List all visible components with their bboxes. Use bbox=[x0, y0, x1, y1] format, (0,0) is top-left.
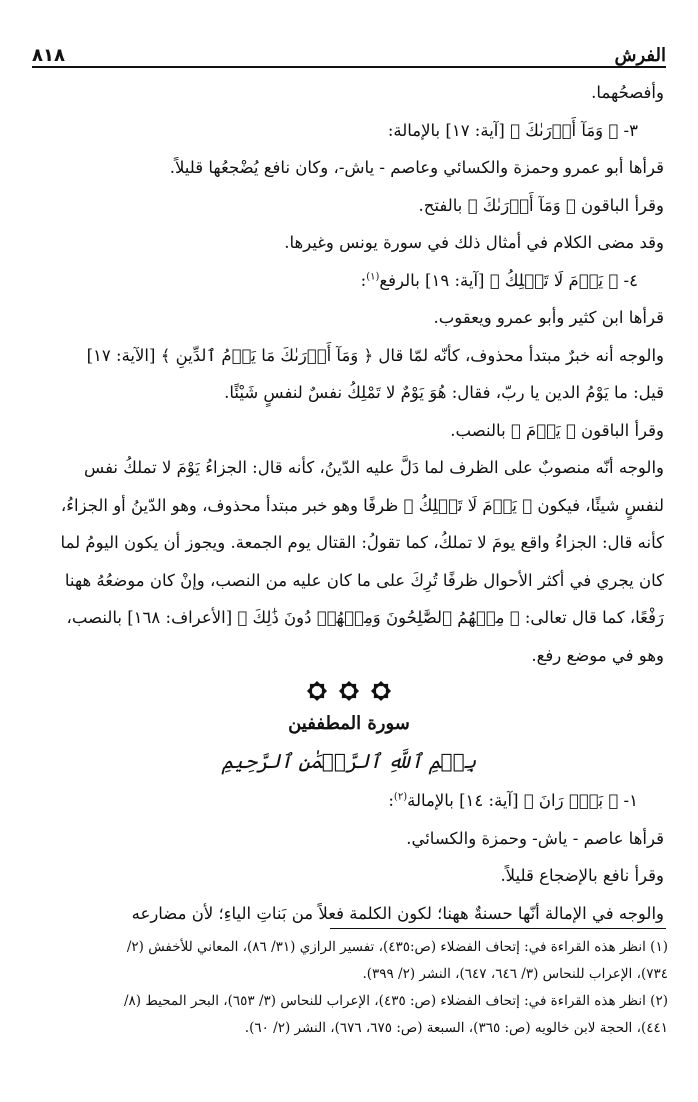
octagram-ornament-icon bbox=[338, 680, 360, 702]
text-line: وأفصحُهما. bbox=[591, 83, 664, 102]
text-line: قرأها أبو عمرو وحمزة والكسائي وعاصم - ياش-، وكان نافع يُضْجعُها قليلاً. bbox=[169, 158, 664, 177]
text-line: ٣- ﴿ وَمَآ أَدۡرَىٰكَ ﴾ [آية: ١٧] بالإمالة: bbox=[387, 120, 638, 140]
text-line: وهو في موضع رفع. bbox=[531, 645, 664, 665]
footnote-ref: (٢) bbox=[393, 791, 408, 803]
footnote-line: ٤٤١)، الحجة لابن خالويه (ص: ٣٦٥)، السبعة (ص: ٦٧٥، ٦٧٦)، النشر (٢/ ٦٠). bbox=[244, 1020, 668, 1036]
footnote-separator bbox=[330, 928, 666, 929]
octagram-ornament-icon bbox=[370, 680, 392, 702]
octagram-ornament-icon bbox=[306, 680, 328, 702]
text-segment: ٤- ﴿ يَوۡمَ لَا تَمۡلِكُ ﴾ [آية: ١٩] بالرفع bbox=[379, 270, 638, 290]
text-segment: ١- ﴿ بَلۡۜ رَانَ ﴾ [آية: ١٤] بالإمالة bbox=[407, 791, 638, 810]
text-line: لنفسٍ شيئًا، فيكون ﴿ يَوۡمَ لَا تَمۡلِكُ ﴾ ظرفًا وهو خبر مبتدأ محذوف، وهو الدّينُ أو الجزاءُ، bbox=[60, 495, 664, 515]
text-line: والوجه أنه خبرٌ مبتدأ محذوف، كأنّه لمّا قال ﴿ وَمَآ أَدۡرَىٰكَ مَا يَوۡمُ ٱلدِّينِ ﴾ [الآية: ١٧] bbox=[86, 345, 664, 365]
text-line: ٤- ﴿ يَوۡمَ لَا تَمۡلِكُ ﴾ [آية: ١٩] بالرفع$^{(١)}$: bbox=[360, 270, 638, 290]
footnote-line: ٧٣٤)، الإعراب للنحاس (٣/ ٦٤٦، ٦٤٧)، النشر (٢/ ٣٩٩). bbox=[362, 966, 668, 982]
text-line: وقد مضى الكلام في أمثال ذلك في سورة يونس وغيرها. bbox=[284, 233, 664, 252]
page-number: ٨١٨ bbox=[32, 45, 65, 66]
text-line: وقرأ نافع بالإضجاع قليلاً. bbox=[500, 866, 664, 885]
text-line: كأنه قال: الجزاءُ واقع يومَ لا تملكُ، كما تقولُ: القتال يوم الجمعة. ويجوز أن يكون اليومُ لما bbox=[60, 533, 664, 552]
footnote-line: (١) انظر هذه القراءة في: إتحاف الفضلاء (ص:٤٣٥)، تفسير الرازي (٣١/ ٨٦)، المعاني للأخفش (٢/ bbox=[126, 939, 668, 955]
basmala: بِسۡمِ ٱللَّهِ ٱلرَّحۡمَٰنِ ٱلرَّحِيمِ bbox=[221, 749, 477, 773]
text-line: والوجه أنّه منصوبٌ على الظرف لما دَلَّ عليه الدّينُ، كأنه قال: الجزاءُ يَوْمَ لا تملكُ نفس bbox=[84, 458, 664, 477]
main-text bbox=[34, 74, 664, 932]
footnote-line: (٢) انظر هذه القراءة في: إتحاف الفضلاء (ص: ٤٣٥)، الإعراب للنحاس (٣/ ٦٥٣)، البحر المحيط (٨/ bbox=[123, 993, 668, 1009]
text-line: قيل: ما يَوْمُ الدين يا ربّ، فقال: هُوَ يَوْمٌ لا تَمْلِكُ نفسٌ لنفسٍ شَيْئًا. bbox=[224, 383, 664, 402]
text-line: كان يجري في أكثر الأحوال ظرفًا تُرِكَ على ما كان عليه من النصب، وإنْ كان موضعُهُ ههنا bbox=[64, 570, 664, 590]
surah-title: سورة المطففين bbox=[288, 713, 410, 734]
footnotes bbox=[30, 934, 668, 1042]
text-line: قرأها عاصم - ياش- وحمزة والكسائي. bbox=[406, 828, 664, 848]
text-line: وقرأ الباقون ﴿ وَمَآ أَدۡرَىٰكَ ﴾ بالفتح. bbox=[418, 195, 664, 215]
text-line: والوجه في الإمالة أنّها حسنةٌ ههنا؛ لكون الكلمة فعلاً من بَناتِ الياءِ؛ لأن مضارعه bbox=[131, 903, 664, 923]
page-header bbox=[32, 40, 666, 68]
footnote-ref: (١) bbox=[366, 271, 380, 282]
section-divider bbox=[34, 674, 664, 708]
text-line: ١- ﴿ بَلۡۜ رَانَ ﴾ [آية: ١٤] بالإمالة$^{(٢)}$: bbox=[388, 791, 638, 810]
text-line: رَفْعًا، كما قال تعالى: ﴿ مِنۡهُمُ ٱلصَّٰلِحُونَ وَمِنۡهُمۡ دُونَ ذَٰلِكَ ﴾ [الأعراف: ١٦٨] بالنصب، bbox=[66, 608, 664, 627]
text-line: قرأها ابن كثير وأبو عمرو ويعقوب. bbox=[433, 308, 664, 327]
text-line: وقرأ الباقون ﴿ يَوۡمَ ﴾ بالنصب. bbox=[450, 420, 664, 440]
section-title: الفرش bbox=[614, 45, 666, 66]
